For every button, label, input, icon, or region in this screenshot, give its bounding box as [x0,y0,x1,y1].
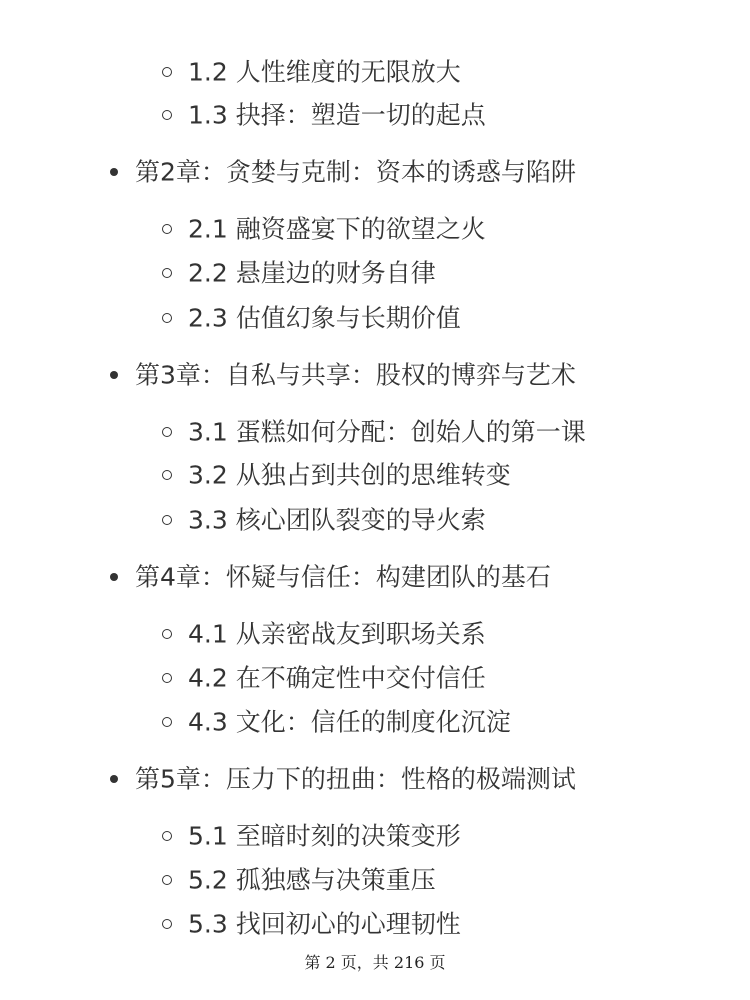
disc-bullet-icon [110,573,118,581]
circle-bullet-icon [162,831,172,841]
toc-section-label: 4.2 在不确定性中交付信任 [188,663,486,693]
toc-chapter-label: 第4章：怀疑与信任：构建团队的基石 [135,562,551,592]
toc-section-label: 2.3 估值幻象与长期价值 [188,303,461,333]
circle-bullet-icon [162,110,172,120]
disc-bullet-icon [110,168,118,176]
toc-chapter-label: 第3章：自私与共享：股权的博弈与艺术 [135,360,576,390]
toc-section-label: 1.3 抉择：塑造一切的起点 [188,100,486,130]
circle-bullet-icon [162,470,172,480]
toc-section-label: 5.3 找回初心的心理韧性 [188,909,461,939]
toc-section-label: 4.1 从亲密战友到职场关系 [188,619,486,649]
circle-bullet-icon [162,673,172,683]
toc-chapter-label: 第2章：贪婪与克制：资本的诱惑与陷阱 [135,157,576,187]
circle-bullet-icon [162,515,172,525]
circle-bullet-icon [162,427,172,437]
circle-bullet-icon [162,717,172,727]
circle-bullet-icon [162,224,172,234]
circle-bullet-icon [162,268,172,278]
page-number-footer: 第 2 页，共 216 页 [304,953,446,972]
circle-bullet-icon [162,629,172,639]
circle-bullet-icon [162,67,172,77]
toc-section-label: 1.2 人性维度的无限放大 [188,57,461,87]
toc-section-label: 3.1 蛋糕如何分配：创始人的第一课 [188,417,586,447]
toc-chapter-label: 第5章：压力下的扭曲：性格的极端测试 [135,764,576,794]
toc-section-label: 3.3 核心团队裂变的导火索 [188,505,486,535]
circle-bullet-icon [162,313,172,323]
circle-bullet-icon [162,919,172,929]
toc-section-label: 2.2 悬崖边的财务自律 [188,258,436,288]
disc-bullet-icon [110,775,118,783]
toc-section-label: 5.2 孤独感与决策重压 [188,865,436,895]
toc-section-label: 3.2 从独占到共创的思维转变 [188,460,511,490]
disc-bullet-icon [110,371,118,379]
circle-bullet-icon [162,875,172,885]
toc-section-label: 4.3 文化：信任的制度化沉淀 [188,707,511,737]
toc-section-label: 2.1 融资盛宴下的欲望之火 [188,214,486,244]
toc-section-label: 5.1 至暗时刻的决策变形 [188,821,461,851]
